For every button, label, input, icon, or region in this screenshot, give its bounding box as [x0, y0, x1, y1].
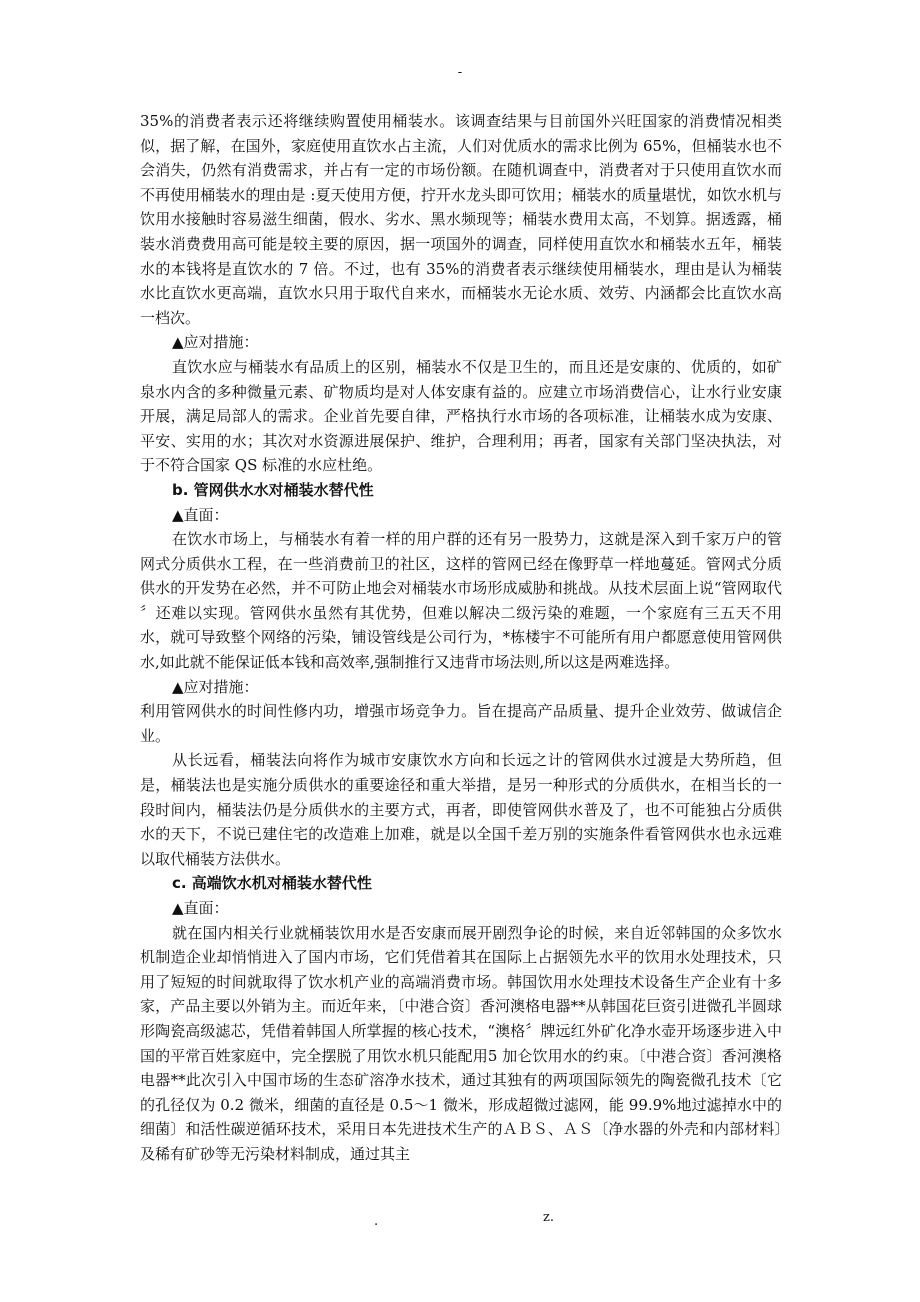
label-countermeasures-a: ▲应对措施：: [172, 333, 259, 352]
page-header-mark: -: [457, 65, 463, 80]
label-facing-c: ▲直面：: [172, 899, 229, 917]
paragraph-consumer-survey: 35%的消费者表示还将继续购置使用桶装水。该调查结果与目前国外兴旺国家的消费情况相类似，据了解，在国外，家庭使用直饮水占主流，人们对优质水的需求比例为 65%，但桶装水也不会消失，仍然有消费需求，并占有一定的市场份额。在随机调查中，消费者对于只使用直饮水而不再使用桶装水的理由是 :夏天使用方便，拧开水龙头即可饮用；桶装水的质量堪忧，如饮水机与饮用水接触时容易滋生细菌，假水、劣水、黑水频现等；桶装水费用太高，不划算。据透露，桶装水消费费用高可能是较主要的原因，据一项国外的调查，同样使用直饮水和桶装水五年，桶装水的本钱将是直饮水的 7 倍。不过，也有 35%的消费者表示继续使用桶装水，理由是认为桶装水比直饮水更高端，直饮水只用于取代自来水，而桶装水无论水质、效劳、内涵都会比直饮水高一档次。: [140, 112, 782, 327]
section-heading-c: c. 高端饮水机对桶装水替代性: [172, 874, 372, 893]
paragraph-long-term-view: 从长远看，桶装法向将作为城市安康饮水方向和长远之计的管网供水过渡是大势所趋，但是，桶装法也是实施分质供水的重要途径和重大举措，是另一种形式的分质供水，在相当长的一段时间内，桶装法仍是分质供水的主要方式，再者，即使管网供水普及了，也不可能独占分质供水的天下，不说已建住宅的改造难上加难，就是以全国千差万别的实施条件看管网供水也永远难以取代桶装方法供水。: [140, 751, 782, 868]
label-facing-b: ▲直面：: [172, 505, 229, 524]
label-countermeasures-b: ▲应对措施：: [172, 677, 259, 696]
paragraph-countermeasures-a: 直饮水应与桶装水有品质上的区别，桶装水不仅是卫生的，而且还是安康的、优质的，如矿泉水内含的多种微量元素、矿物质均是对人体安康有益的。应建立市场消费信心，让水行业安康开展，满足局部人的需求。企业首先要自律，严格执行水市场的各项标准，让桶装水成为安康、平安、实用的水；其次对水资源进展保护、维护，合理利用；再者，国家有关部门坚决执法，对于不符合国家 QS 标准的水应杜绝。: [140, 357, 782, 475]
footer-left-mark: .: [374, 1214, 379, 1229]
paragraph-countermeasures-b: 利用管网供水的时间性修内功，增强市场竞争力。旨在提高产品质量、提升企业效劳、做诚信企业。: [140, 702, 782, 745]
paragraph-facing-b: 在饮水市场上，与桶装水有着一样的用户群的还有另一股势力，这就是深入到千家万户的管网式分质供水工程，在一些消费前卫的社区，这样的管网已经在像野草一样地蔓延。管网式分质供水的开发势在必然，并不可防止地会对桶装水市场形成威胁和挑战。从技术层面上说“管网取代 〞还难以实现。管网供水虽然有其优势，但难以解决二级污染的难题，一个家庭有三五天不用水，就可导致整个网络的污染，铺设管线是公司行为，*栋楼宇不可能所有用户都愿意使用管网供水,如此就不能保证低本钱和高效率,强制推行又违背市场法则,所以这是两难选择。: [140, 530, 782, 672]
footer-right-mark: z.: [543, 1210, 554, 1225]
paragraph-facing-c: 就在国内相关行业就桶装饮用水是否安康而展开剧烈争论的时候，来自近邻韩国的众多饮水机制造企业却悄悄进入了国内市场，它们凭借着其在国际上占据领先水平的饮用水处理技术，只用了短短的时间就取得了饮水机产业的高端消费市场。韩国饮用水处理技术设备生产企业有十多家，产品主要以外销为主。而近年来，〔中港合资〕香河澳格电器**从韩国花巨资引进微孔半圆球形陶瓷高级滤芯，凭借着韩国人所掌握的核心技术，“澳格〞牌远红外矿化净水壶开场逐步进入中国的平常百姓家庭中，完全摆脱了用饮水机只能配用5 加仑饮用水的约束。〔中港合资〕香河澳格电器**此次引入中国市场的生态矿溶净水技术，通过其独有的两项国际领先的陶瓷微孔技术〔它的孔径仅为 0.2 微米，细菌的直径是 0.5～1 微米，形成超微过滤网，能 99.9%地过滤掉水中的细菌〕和活性碳逆循环技术，采用日本先进技术生产的ＡＢＳ、ＡＳ〔净水器的外壳和内部材料〕及稀有矿砂等无污染材料制成，通过其主: [140, 923, 782, 1163]
section-heading-b: b. 管网供水水对桶装水替代性: [172, 480, 374, 499]
document-body: [140, 109, 782, 1167]
